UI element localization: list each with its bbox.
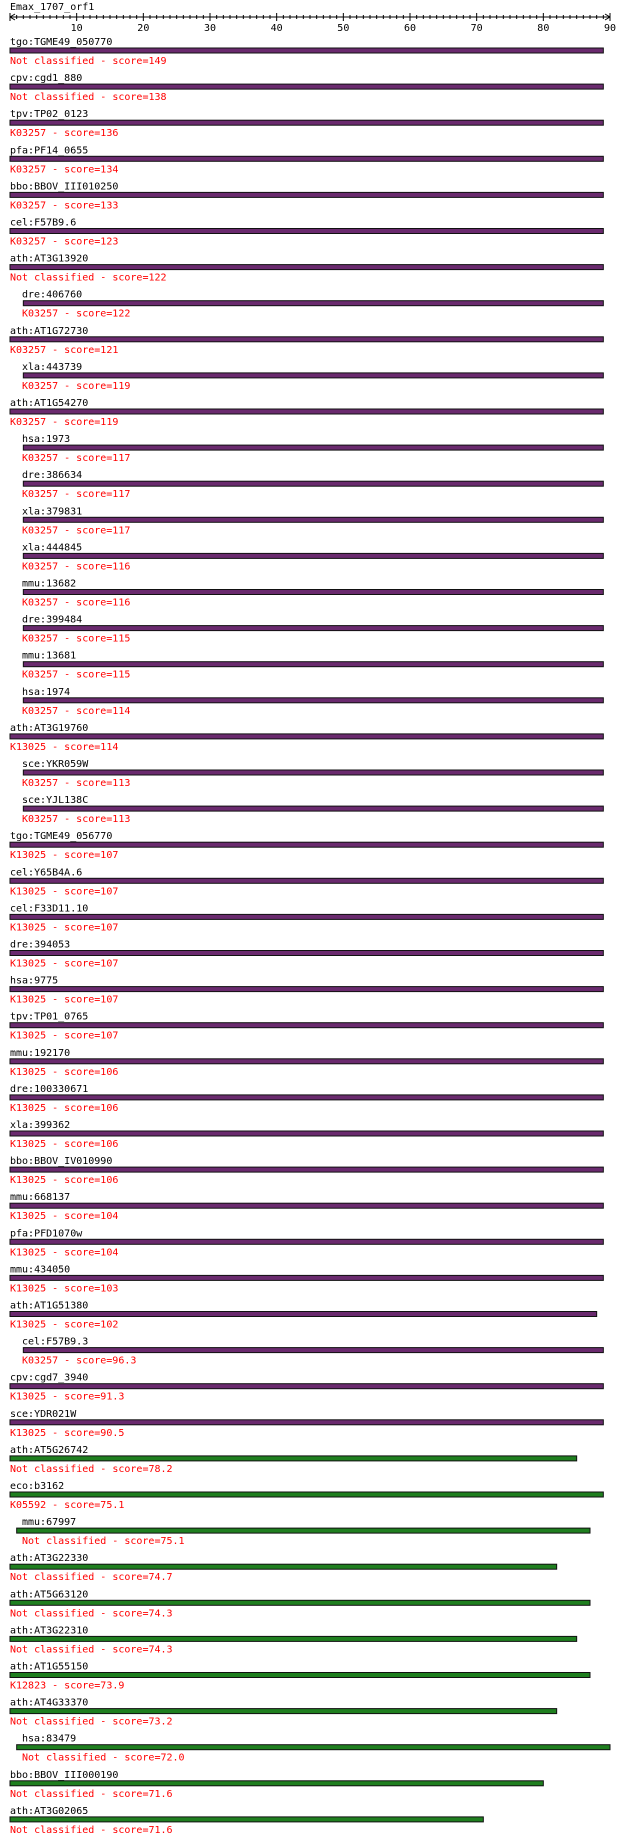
- hit-id-link[interactable]: cpv:cgd1_880: [10, 73, 83, 85]
- hit-annotation: K03257 - score=121: [10, 344, 119, 356]
- hit-annotation: K13025 - score=114: [10, 741, 119, 753]
- hit-row[interactable]: [10, 326, 603, 356]
- hit-annotation: K13025 - score=106: [10, 1066, 119, 1078]
- hit-id-link[interactable]: xla:399362: [10, 1120, 71, 1131]
- hit-row[interactable]: [10, 1264, 603, 1294]
- alignment-bar[interactable]: [10, 120, 603, 125]
- ruler-tick-label: 70: [470, 23, 483, 34]
- hit-id-link[interactable]: dre:406760: [22, 289, 83, 301]
- hit-annotation: K03257 - score=116: [22, 561, 131, 573]
- alignment-bar[interactable]: [10, 1456, 577, 1461]
- alignment-bar[interactable]: [10, 1059, 603, 1064]
- hit-annotation: K13025 - score=103: [10, 1283, 119, 1295]
- hit-row[interactable]: [17, 1734, 610, 1764]
- hit-annotation: K13025 - score=107: [10, 958, 119, 970]
- hit-annotation: Not classified - score=74.7: [10, 1572, 173, 1584]
- hit-row[interactable]: [10, 1625, 577, 1655]
- alignment-bar[interactable]: [10, 1781, 543, 1786]
- ruler-tick-label: 80: [537, 23, 550, 34]
- hit-id-link[interactable]: ath:AT1G55150: [10, 1661, 89, 1673]
- hit-row[interactable]: [10, 218, 603, 248]
- hit-row[interactable]: [10, 145, 603, 175]
- hit-annotation: K03257 - score=133: [10, 200, 119, 212]
- hit-id-link[interactable]: hsa:1974: [22, 686, 71, 698]
- hit-row[interactable]: [10, 1120, 603, 1150]
- alignment-bar[interactable]: [10, 914, 603, 919]
- alignment-bar[interactable]: [23, 1348, 603, 1353]
- hit-row[interactable]: [10, 73, 603, 103]
- hit-id-link[interactable]: dre:399484: [22, 614, 83, 626]
- hit-row[interactable]: [10, 723, 603, 753]
- alignment-bar[interactable]: [23, 806, 603, 811]
- hit-id-link[interactable]: tpv:TP02_0123: [10, 109, 89, 121]
- ruler-tick-label: 40: [270, 23, 283, 34]
- hit-row[interactable]: [10, 1806, 483, 1836]
- alignment-bar[interactable]: [10, 734, 603, 739]
- hit-id-link[interactable]: ath:AT5G63120: [10, 1589, 89, 1601]
- alignment-bar[interactable]: [23, 662, 603, 667]
- alignment-bar[interactable]: [10, 156, 603, 161]
- hit-annotation: K13025 - score=107: [10, 994, 119, 1006]
- hit-row[interactable]: [10, 1770, 543, 1800]
- hit-id-link[interactable]: mmu:13681: [22, 650, 77, 662]
- hit-id-link[interactable]: tpv:TP01_0765: [10, 1011, 89, 1023]
- alignment-bar[interactable]: [10, 84, 603, 89]
- hit-row[interactable]: [10, 254, 603, 284]
- alignment-bar[interactable]: [10, 1817, 483, 1822]
- alignment-bar[interactable]: [17, 1745, 610, 1750]
- hit-annotation: K13025 - score=104: [10, 1247, 119, 1259]
- hit-annotation: K03257 - score=119: [10, 417, 119, 428]
- hit-id-link[interactable]: tgo:TGME49_050770: [10, 37, 113, 48]
- alignment-bar[interactable]: [10, 192, 603, 197]
- hit-row[interactable]: [22, 759, 603, 789]
- hit-row[interactable]: [10, 1048, 603, 1078]
- hit-annotation: K13025 - score=106: [10, 1139, 119, 1150]
- ruler-tick-label: 50: [337, 23, 350, 34]
- alignment-bar[interactable]: [10, 1709, 557, 1714]
- alignment-bar[interactable]: [10, 409, 603, 414]
- alignment-bar[interactable]: [10, 1203, 603, 1208]
- hit-id-link[interactable]: sce:YKR059W: [22, 759, 89, 770]
- alignment-bar[interactable]: [10, 1131, 603, 1136]
- hit-id-link[interactable]: dre:394053: [10, 939, 71, 951]
- hit-annotation: K03257 - score=113: [22, 814, 131, 826]
- alignment-bar[interactable]: [10, 987, 603, 992]
- alignment-bar[interactable]: [10, 337, 603, 342]
- hit-row[interactable]: [22, 470, 603, 500]
- alignment-bar[interactable]: [10, 1275, 603, 1280]
- hit-annotation: K03257 - score=119: [22, 380, 131, 392]
- hit-id-link[interactable]: ath:AT3G22330: [10, 1553, 89, 1565]
- alignment-bar[interactable]: [23, 626, 603, 631]
- hit-row[interactable]: [17, 1517, 590, 1547]
- hit-annotation: K03257 - score=115: [22, 669, 131, 681]
- hit-annotation: K03257 - score=113: [22, 778, 131, 789]
- alignment-bar[interactable]: [23, 770, 603, 775]
- hit-row[interactable]: [10, 867, 603, 897]
- alignment-bar[interactable]: [10, 1564, 557, 1569]
- hit-row[interactable]: [10, 109, 603, 139]
- hit-id-link[interactable]: cpv:cgd7_3940: [10, 1372, 89, 1384]
- hit-annotation: K13025 - score=106: [10, 1175, 119, 1187]
- hit-id-link[interactable]: ath:AT1G72730: [10, 325, 89, 337]
- hit-annotation: Not classified - score=74.3: [10, 1608, 173, 1620]
- hit-id-link[interactable]: ath:AT3G22310: [10, 1625, 89, 1637]
- alignment-bar[interactable]: [23, 301, 603, 306]
- hit-annotation: K13025 - score=107: [10, 1030, 119, 1042]
- hit-annotation: Not classified - score=71.6: [10, 1824, 173, 1836]
- hit-row[interactable]: [10, 1409, 603, 1439]
- hit-row[interactable]: [22, 362, 603, 392]
- hit-annotation: K03257 - score=123: [10, 236, 119, 248]
- hit-annotation: Not classified - score=138: [10, 92, 167, 104]
- hit-row[interactable]: [10, 1192, 603, 1222]
- hit-id-link[interactable]: ath:AT1G51380: [10, 1300, 89, 1312]
- alignment-bar[interactable]: [10, 1312, 597, 1317]
- alignment-bar[interactable]: [10, 1239, 603, 1244]
- hit-annotation: Not classified - score=149: [10, 56, 167, 67]
- hit-id-link[interactable]: mmu:668137: [10, 1192, 71, 1204]
- hit-id-link[interactable]: hsa:1973: [22, 434, 71, 446]
- hit-id-link[interactable]: dre:100330671: [10, 1083, 89, 1095]
- hit-id-link[interactable]: pfa:PFD1070w: [10, 1228, 83, 1240]
- hit-annotation: K12823 - score=73.9: [10, 1680, 125, 1692]
- alignment-bar[interactable]: [10, 1384, 603, 1389]
- alignment-bar[interactable]: [10, 1167, 603, 1172]
- hit-annotation: Not classified - score=74.3: [10, 1644, 173, 1656]
- hit-id-link[interactable]: mmu:192170: [10, 1047, 71, 1059]
- hit-id-link[interactable]: sce:YDR021W: [10, 1408, 77, 1420]
- hit-annotation: K03257 - score=122: [22, 308, 131, 320]
- hit-id-link[interactable]: xla:443739: [22, 361, 83, 373]
- hit-annotation: K13025 - score=107: [10, 886, 119, 898]
- ruler-tick-label: 30: [203, 23, 217, 34]
- ruler-tick-label: 90: [603, 23, 617, 34]
- hit-row[interactable]: [10, 1301, 597, 1331]
- alignment-bar[interactable]: [23, 373, 603, 378]
- hit-row[interactable]: [10, 37, 603, 67]
- hit-annotation: K03257 - score=114: [22, 705, 131, 717]
- alignment-bar[interactable]: [10, 229, 603, 234]
- ruler-tick-label: 60: [403, 23, 417, 34]
- hit-id-link[interactable]: ath:AT1G54270: [10, 398, 89, 409]
- alignment-bar[interactable]: [10, 878, 603, 883]
- hit-row[interactable]: [22, 687, 603, 717]
- hit-annotation: K03257 - score=117: [22, 453, 131, 465]
- hit-id-link[interactable]: xla:379831: [22, 506, 83, 518]
- hit-row[interactable]: [22, 1337, 603, 1367]
- hit-row[interactable]: [10, 181, 603, 211]
- hit-id-link[interactable]: bbo:BBOV_III000190: [10, 1769, 119, 1781]
- hit-id-link[interactable]: cel:Y65B4A.6: [10, 867, 83, 879]
- hit-id-link[interactable]: ath:AT5G26742: [10, 1444, 89, 1456]
- ruler-tick-label: 20: [137, 23, 150, 34]
- hit-annotation: K13025 - score=90.5: [10, 1427, 125, 1439]
- alignment-bar[interactable]: [10, 1023, 603, 1028]
- hit-id-link[interactable]: dre:386634: [22, 470, 83, 482]
- hit-row[interactable]: [10, 1445, 577, 1475]
- hit-row[interactable]: [10, 940, 603, 970]
- query-title: Emax_1707_orf1: [10, 2, 95, 13]
- hit-id-link[interactable]: ath:AT3G02065: [10, 1805, 89, 1817]
- hit-row[interactable]: [10, 1373, 603, 1403]
- hit-row[interactable]: [22, 579, 603, 609]
- hit-id-link[interactable]: sce:YJL138C: [22, 795, 89, 807]
- hit-annotation: Not classified - score=122: [10, 272, 167, 284]
- hit-list: [10, 37, 610, 1836]
- alignment-bar[interactable]: [23, 553, 603, 558]
- hit-annotation: K03257 - score=117: [22, 525, 131, 537]
- alignment-bar[interactable]: [10, 842, 603, 847]
- hit-row[interactable]: [10, 831, 603, 861]
- alignment-bar[interactable]: [10, 1095, 603, 1100]
- hit-id-link[interactable]: hsa:9775: [10, 975, 59, 987]
- hit-annotation: Not classified - score=71.6: [10, 1788, 173, 1800]
- hit-annotation: K13025 - score=106: [10, 1102, 119, 1114]
- hit-annotation: Not classified - score=72.0: [22, 1752, 185, 1764]
- ruler-tick-label: 10: [70, 23, 83, 34]
- hit-row[interactable]: [22, 506, 603, 536]
- hit-annotation: K03257 - score=136: [10, 128, 119, 140]
- hit-id-link[interactable]: mmu:67997: [22, 1517, 77, 1529]
- hit-id-link[interactable]: xla:444845: [22, 542, 83, 554]
- hit-id-link[interactable]: cel:F33D11.10: [10, 903, 89, 915]
- hit-annotation: K13025 - score=107: [10, 922, 119, 934]
- hit-row[interactable]: [10, 1084, 603, 1114]
- hit-annotation: Not classified - score=73.2: [10, 1716, 173, 1728]
- hit-row[interactable]: [10, 1481, 603, 1511]
- hit-annotation: K03257 - score=115: [22, 633, 131, 645]
- hit-annotation: K03257 - score=96.3: [22, 1355, 137, 1367]
- alignment-bar[interactable]: [17, 1528, 590, 1533]
- hit-id-link[interactable]: eco:b3162: [10, 1481, 65, 1492]
- hit-row[interactable]: [22, 795, 603, 825]
- hit-annotation: K03257 - score=116: [22, 597, 131, 609]
- hit-annotation: K13025 - score=107: [10, 850, 119, 862]
- hit-id-link[interactable]: bbo:BBOV_III010250: [10, 181, 119, 193]
- hit-row[interactable]: [10, 1156, 603, 1186]
- hit-id-link[interactable]: cel:F57B9.6: [10, 217, 77, 229]
- hit-row[interactable]: [10, 398, 603, 428]
- alignment-bar[interactable]: [10, 1420, 603, 1425]
- hit-annotation: K03257 - score=117: [22, 489, 131, 501]
- hit-row[interactable]: [10, 1662, 590, 1692]
- hit-id-link[interactable]: cel:F57B9.3: [22, 1336, 89, 1348]
- hit-id-link[interactable]: ath:AT4G33370: [10, 1697, 89, 1709]
- alignment-bar[interactable]: [23, 445, 603, 450]
- hit-row[interactable]: [10, 1589, 590, 1619]
- hit-annotation: Not classified - score=75.1: [22, 1536, 185, 1548]
- hit-row[interactable]: [10, 903, 603, 933]
- hit-row[interactable]: [10, 1012, 603, 1042]
- hit-annotation: K13025 - score=91.3: [10, 1391, 125, 1403]
- hit-row[interactable]: [22, 434, 603, 464]
- alignment-bar[interactable]: [23, 698, 603, 703]
- hit-annotation: K05592 - score=75.1: [10, 1500, 125, 1511]
- hit-id-link[interactable]: mmu:434050: [10, 1264, 71, 1276]
- hit-annotation: K13025 - score=104: [10, 1211, 119, 1223]
- scale-ruler: [10, 13, 616, 34]
- hit-row[interactable]: [10, 1553, 557, 1583]
- hit-row[interactable]: [22, 651, 603, 681]
- hit-row[interactable]: [10, 1228, 603, 1258]
- hit-annotation: K03257 - score=134: [10, 164, 119, 176]
- hit-row[interactable]: [10, 1698, 557, 1728]
- hit-row[interactable]: [22, 290, 603, 320]
- hit-id-link[interactable]: hsa:83479: [22, 1733, 77, 1745]
- alignment-bar[interactable]: [10, 1600, 590, 1605]
- alignment-bar[interactable]: [10, 265, 603, 270]
- hit-row[interactable]: [10, 976, 603, 1006]
- alignment-bar[interactable]: [23, 481, 603, 486]
- hit-row[interactable]: [22, 615, 603, 645]
- alignment-bar[interactable]: [10, 1492, 603, 1497]
- hit-id-link[interactable]: ath:AT3G13920: [10, 253, 89, 265]
- alignment-bar[interactable]: [10, 48, 603, 53]
- hit-annotation: Not classified - score=78.2: [10, 1463, 173, 1475]
- hit-annotation: K13025 - score=102: [10, 1319, 119, 1331]
- hit-id-link[interactable]: mmu:13682: [22, 578, 77, 590]
- hit-row[interactable]: [22, 542, 603, 572]
- alignment-bar[interactable]: [10, 1673, 590, 1678]
- hit-id-link[interactable]: tgo:TGME49_056770: [10, 831, 113, 843]
- hit-id-link[interactable]: ath:AT3G19760: [10, 722, 89, 734]
- alignment-bar[interactable]: [10, 951, 603, 956]
- alignment-bar[interactable]: [23, 517, 603, 522]
- hit-id-link[interactable]: bbo:BBOV_IV010990: [10, 1156, 113, 1168]
- alignment-bar[interactable]: [23, 590, 603, 595]
- hit-id-link[interactable]: pfa:PF14_0655: [10, 145, 89, 157]
- alignment-bar[interactable]: [10, 1636, 577, 1641]
